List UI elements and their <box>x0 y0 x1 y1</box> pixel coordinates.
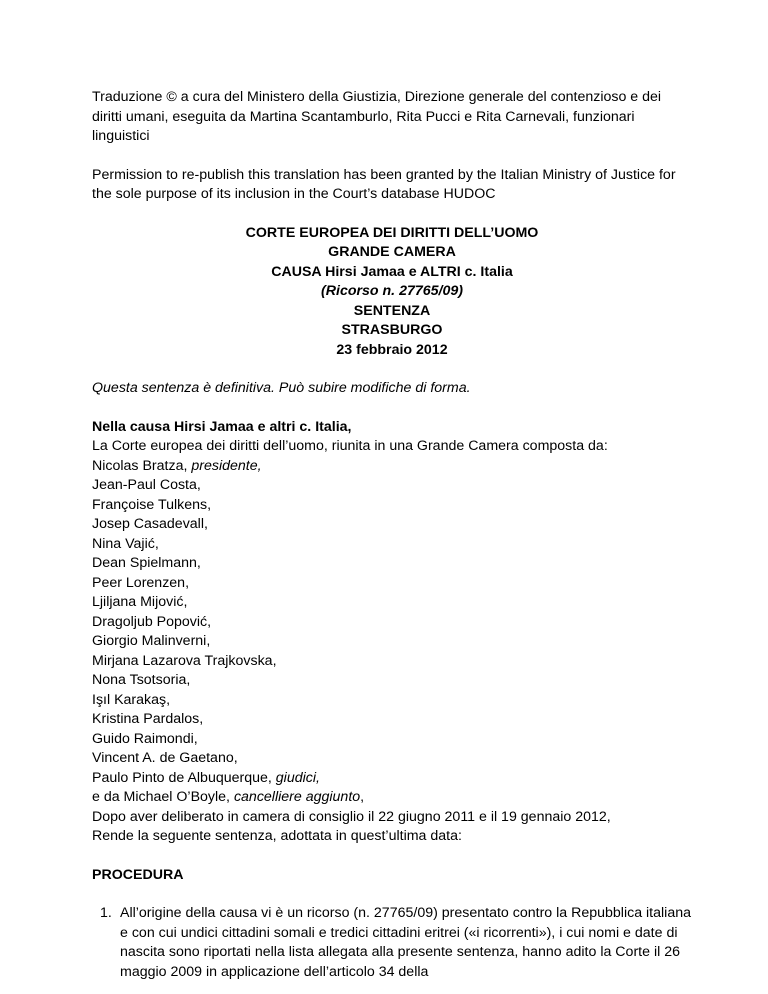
document-page <box>92 88 692 982</box>
registrar-line <box>92 788 692 808</box>
paragraph-number: 1. <box>100 905 112 921</box>
judge-name: Jean-Paul Costa, <box>92 477 201 493</box>
judge-name: Nona Tsotsoria, <box>92 672 191 688</box>
court-intro: La Corte europea dei diritti dell’uomo, riunita in una Grande Camera composta da: <box>92 438 608 454</box>
judge-name: Guido Raimondi, <box>92 730 198 747</box>
judgment-header <box>92 224 692 361</box>
judge-name: Işıl Karakaş, <box>92 691 171 708</box>
judge-name: Vincent A. de Gaetano, <box>92 750 238 766</box>
judges-list <box>92 476 692 769</box>
registrar-role: cancelliere aggiunto <box>233 789 361 805</box>
judge-name: Josep Casadevall, <box>92 516 208 532</box>
numbered-paragraph <box>92 904 692 982</box>
judge-name: Dean Spielmann, <box>92 555 201 571</box>
president-line <box>92 457 692 477</box>
judge-name: Nina Vajić, <box>92 535 159 552</box>
president-name: Nicolas Bratza, <box>92 457 192 474</box>
judge-name: Dragoljub Popović, <box>92 613 212 630</box>
case-name: CAUSA Hirsi Jamaa e ALTRI c. Italia <box>271 263 513 280</box>
judge-name: Ljiljana Mijović, <box>92 594 188 610</box>
registrar-prefix: e da Michael O’Boyle, <box>92 789 234 805</box>
judge-name: Peer Lorenzen, <box>92 574 190 591</box>
judgment-place: STRASBURGO <box>341 322 443 338</box>
application-number: (Ricorso n. 27765/09) <box>321 283 463 299</box>
judge-name: Mirjana Lazarova Trajkovska, <box>92 652 277 669</box>
last-judge-name: Paulo Pinto de Albuquerque, <box>92 769 276 786</box>
last-judge-line <box>92 769 692 789</box>
definitive-note: Questa sentenza è definitiva. Può subire modifiche di forma. <box>92 380 471 396</box>
judgment-date: 23 febbraio 2012 <box>336 341 448 358</box>
paragraph-text: All’origine della causa vi è un ricorso (n. 27765/09) presentato contro la Repubblica italiana e con cui undici cittadini somali e tredici cittadini eritrei («i ricorrenti»), i cui nomi e date di nascita sono riportati nella lista allegata alla presente sentenza, hanno adito la Corte il 26 maggio 2009 in applicazione dell’articolo 34 della <box>120 905 691 980</box>
registrar-suffix: , <box>360 789 365 805</box>
translation-note: Traduzione © a cura del Ministero della Giustizia, Direzione generale del contenzioso e dei diritti umani, eseguita da Martina Scantamburlo, Rita Pucci e Rita Carnevali, funzionari linguistici <box>92 89 662 144</box>
judge-name: Giorgio Malinverni, <box>92 633 211 649</box>
section-heading: PROCEDURA <box>92 866 184 883</box>
court-name: CORTE EUROPEA DEI DIRITTI DELL’UOMO <box>245 224 539 241</box>
judgment-line: Rende la seguente sentenza, adottata in quest’ultima data: <box>92 828 462 844</box>
judgment-label: SENTENZA <box>353 302 431 319</box>
case-title: Nella causa Hirsi Jamaa e altri c. Italia, <box>92 418 352 435</box>
deliberation-line: Dopo aver deliberato in camera di consiglio il 22 giugno 2011 e il 19 gennaio 2012, <box>92 808 611 825</box>
judge-name: Kristina Pardalos, <box>92 711 204 727</box>
president-role: presidente, <box>191 457 262 474</box>
judge-name: Françoise Tulkens, <box>92 496 212 513</box>
permission-note: Permission to re-publish this translation has been granted by the Italian Ministry of Justice for the sole purpose of its inclusion in the Court’s database HUDOC <box>92 166 676 202</box>
last-judge-role: giudici, <box>275 769 320 786</box>
chamber-name: GRANDE CAMERA <box>328 244 456 260</box>
